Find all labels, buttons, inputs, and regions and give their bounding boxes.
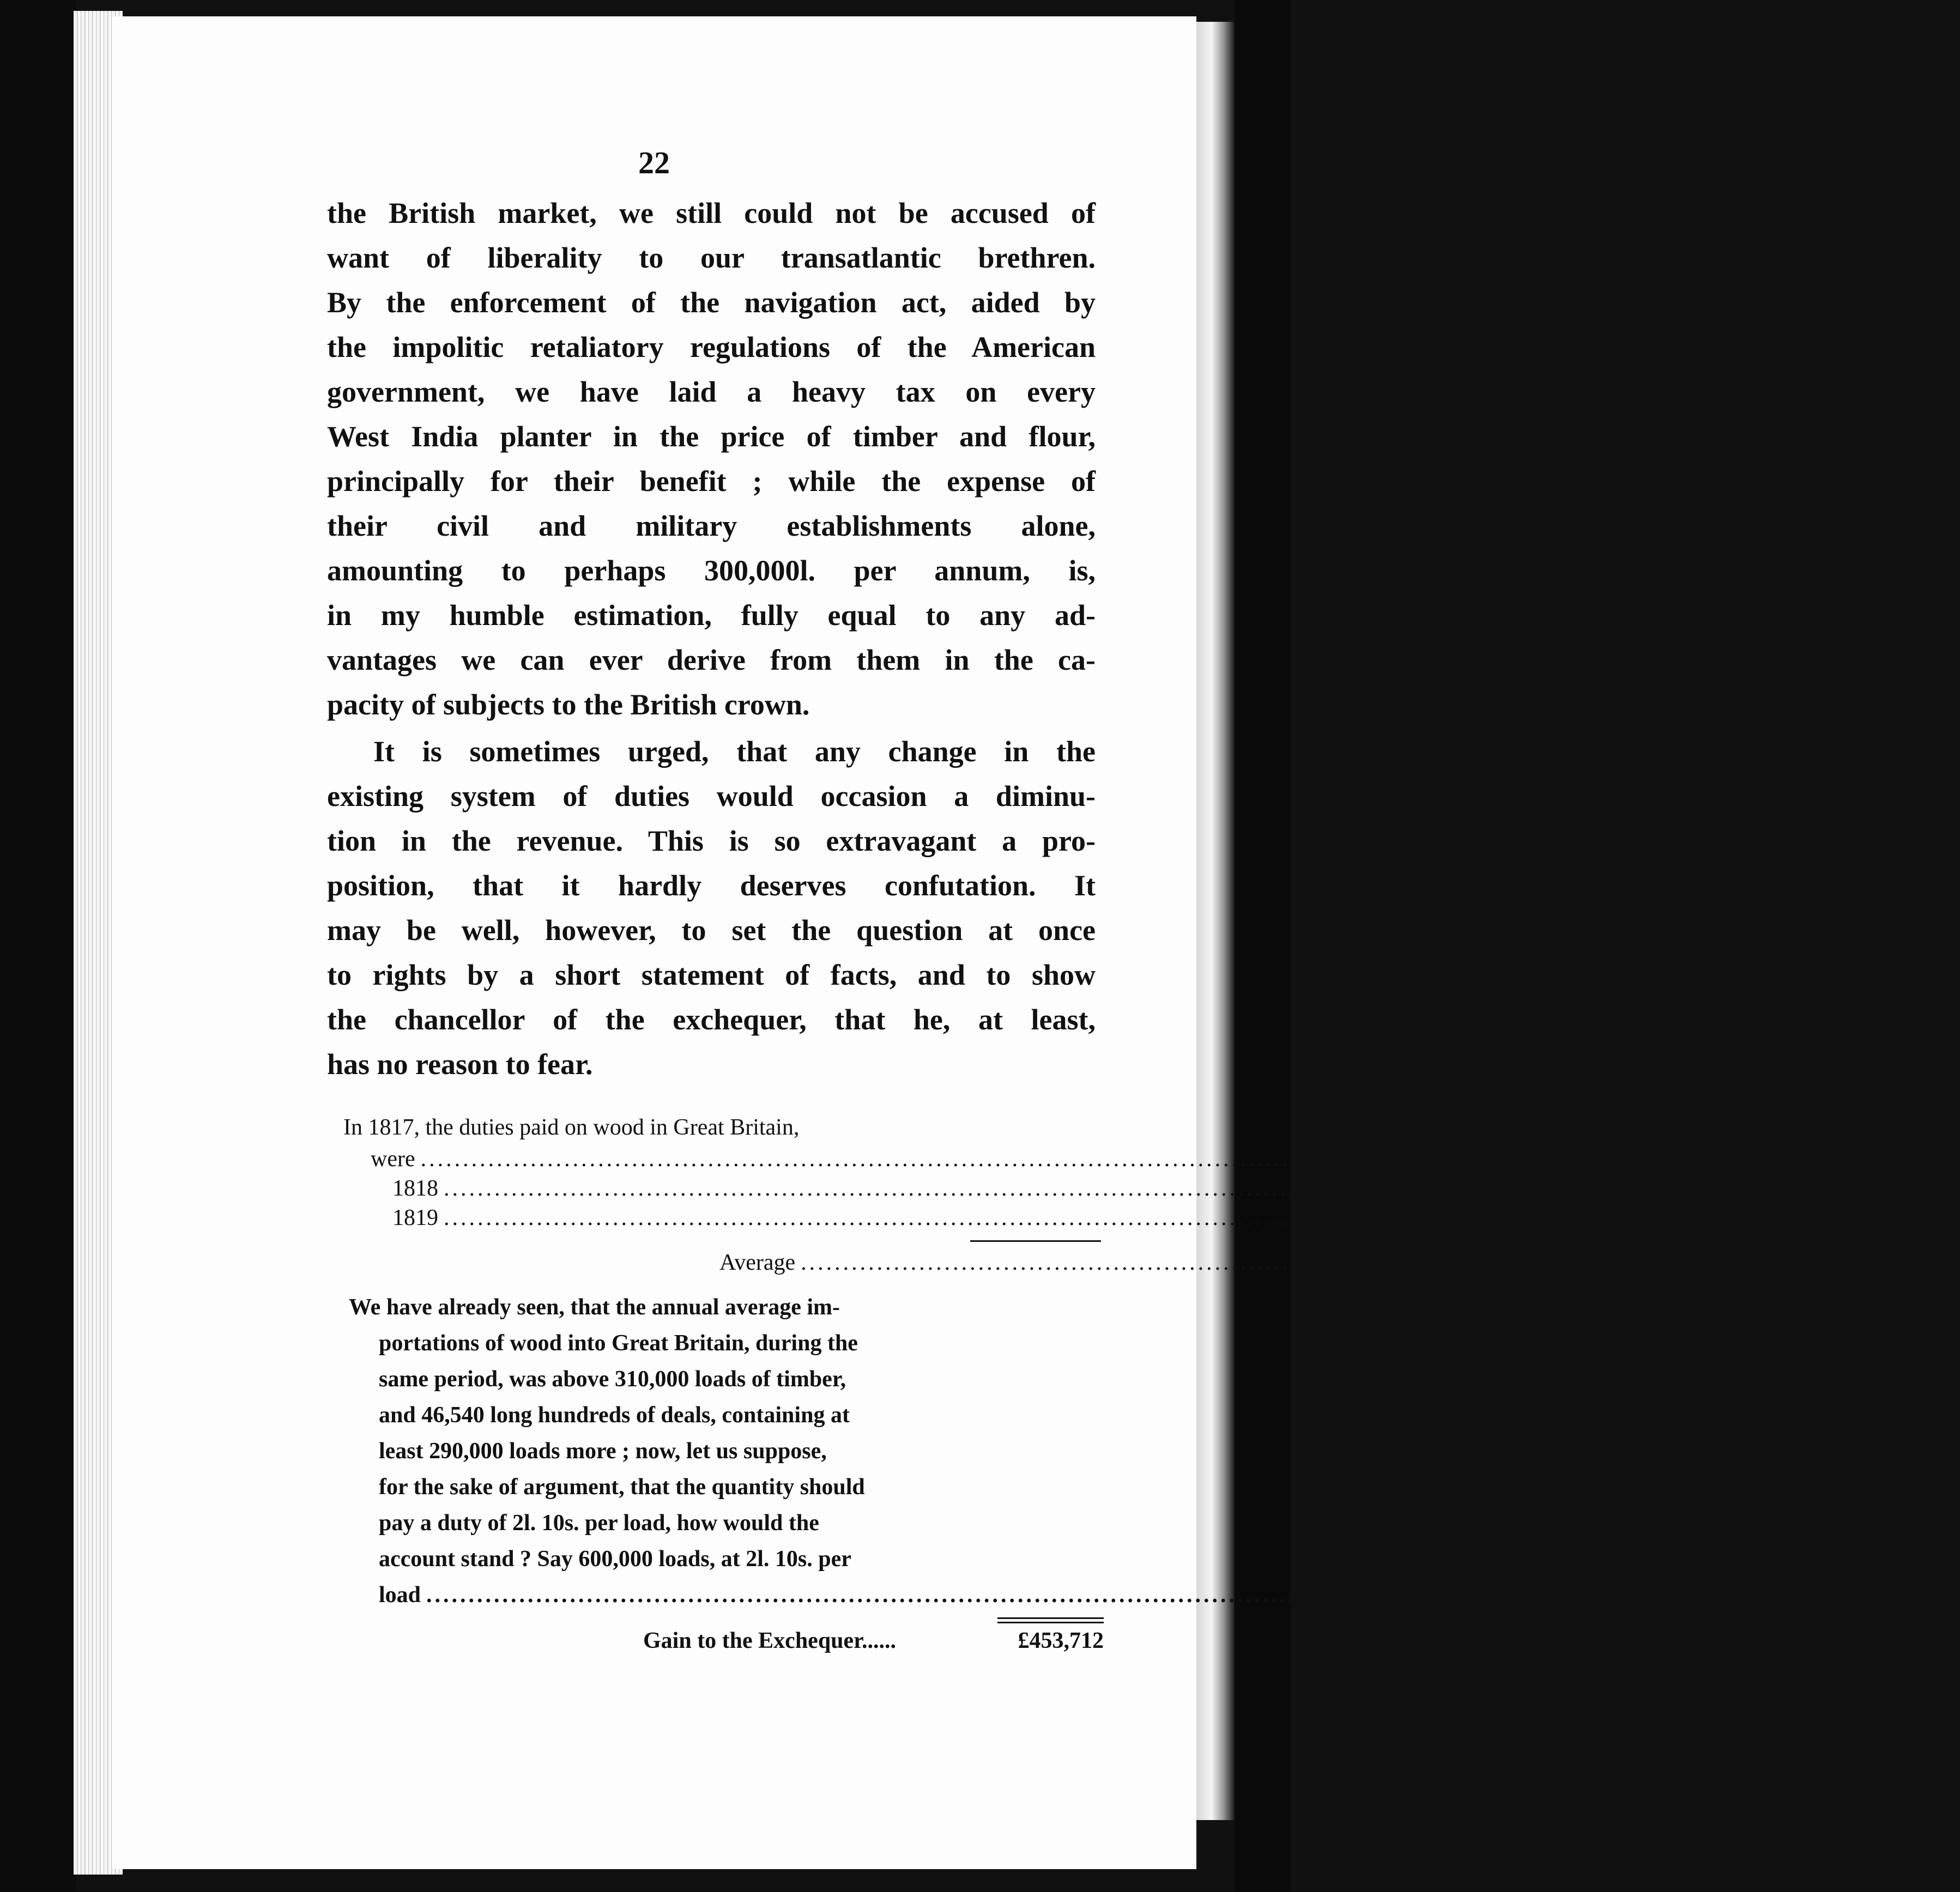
text-line: existing system of duties would occasion a diminu- [327,780,1096,812]
text-line: By the enforcement of the navigation act, aided by [327,286,1096,319]
text-line: same period, was above 310,000 loads of timber, [379,1367,846,1392]
text-line: government, we have laid a heavy tax on every [327,375,1096,408]
text-line: pay a duty of 2l. 10s. per load, how would the [379,1511,819,1536]
leader-dots: .......................................................................... [801,1250,1426,1275]
gain-amount: £453,712 [1018,1628,1104,1653]
gain-label: Gain to the Exchequer...... [643,1628,896,1653]
text-line: West India planter in the price of timber and flour, [327,420,1096,453]
load-label: load [379,1582,421,1608]
load-amount: 1,500,000 [1564,1582,1656,1608]
text-line: their civil and military establishments alone, [327,510,1096,542]
average-amount: £1,046,288 [1431,1250,1535,1275]
table-row [392,1173,1960,1204]
sum-rule [970,1240,1101,1242]
leader-dots: ........................................................................................................................................................................ [444,1176,1863,1201]
average-label: Average [719,1250,796,1275]
text-line: It is sometimes urged, that any change in the [373,735,1096,768]
text-line: want of liberality to our transatlantic brethren. [327,241,1096,274]
text-line: for the sake of argument, that the quantity should [379,1475,865,1500]
text-line: portations of wood into Great Britain, during the [379,1331,858,1356]
text-line: to rights by a short statement of facts, and to show [327,959,1096,991]
text-line: vantages we can ever derive from them in the ca- [327,644,1096,676]
sum-rule [997,1622,1104,1623]
text-line: tion in the revenue. This is so extravagant a pro- [327,824,1096,857]
text-line: may be well, however, to set the question at once [327,914,1096,947]
row-amount: 1,182 285 [1868,1176,1960,1201]
text-line: amounting to perhaps 300,000l. per annum, is, [327,554,1096,587]
text-line: and 46,540 long hundreds of deals, containing at [379,1403,850,1428]
row-amount: £937,268 [1845,1147,1932,1172]
row-label: 1818 [392,1176,438,1201]
page-number: 22 [638,145,670,180]
text-line: least 290,000 loads more ; now, let us suppose, [379,1439,827,1464]
text-line: in my humble estimation, fully equal to any ad- [327,599,1096,632]
scan-background-left [0,0,76,1892]
page-right-edge [1196,22,1235,1820]
load-row [379,1579,1656,1611]
text-line: principally for their benefit ; while the expense of [327,465,1096,498]
table-row [392,1202,1959,1234]
leader-dots: ........................................................................................................................................................................ [444,1205,1863,1230]
text-line: account stand ? Say 600,000 loads, at 2l. 10s. per [379,1547,851,1572]
average-row [719,1247,1535,1278]
sum-rule [997,1617,1104,1619]
row-label: 1819 [392,1205,438,1230]
table-intro: In 1817, the duties paid on wood in Great Britain, [343,1115,800,1140]
gain-row [643,1625,1104,1657]
text-line: pacity of subjects to the British crown. [327,688,810,721]
row-amount: 1,019,311 [1868,1205,1959,1230]
text-line: the chancellor of the exchequer, that he, at least, [327,1003,1096,1036]
text-line: has no reason to fear. [327,1048,593,1081]
row-label: were [371,1147,415,1172]
table-row [371,1143,1932,1175]
leader-dots: ........................................................................................................................................................................ [420,1147,1840,1172]
text-line: We have already seen, that the annual average im- [349,1295,840,1320]
leader-dots: ...................................................................................................................................... [426,1582,1559,1608]
text-line: the impolitic retaliatory regulations of the American [327,331,1096,363]
text-line: the British market, we still could not be accused of [327,197,1096,229]
text-line: position, that it hardly deserves confutation. It [327,869,1096,902]
